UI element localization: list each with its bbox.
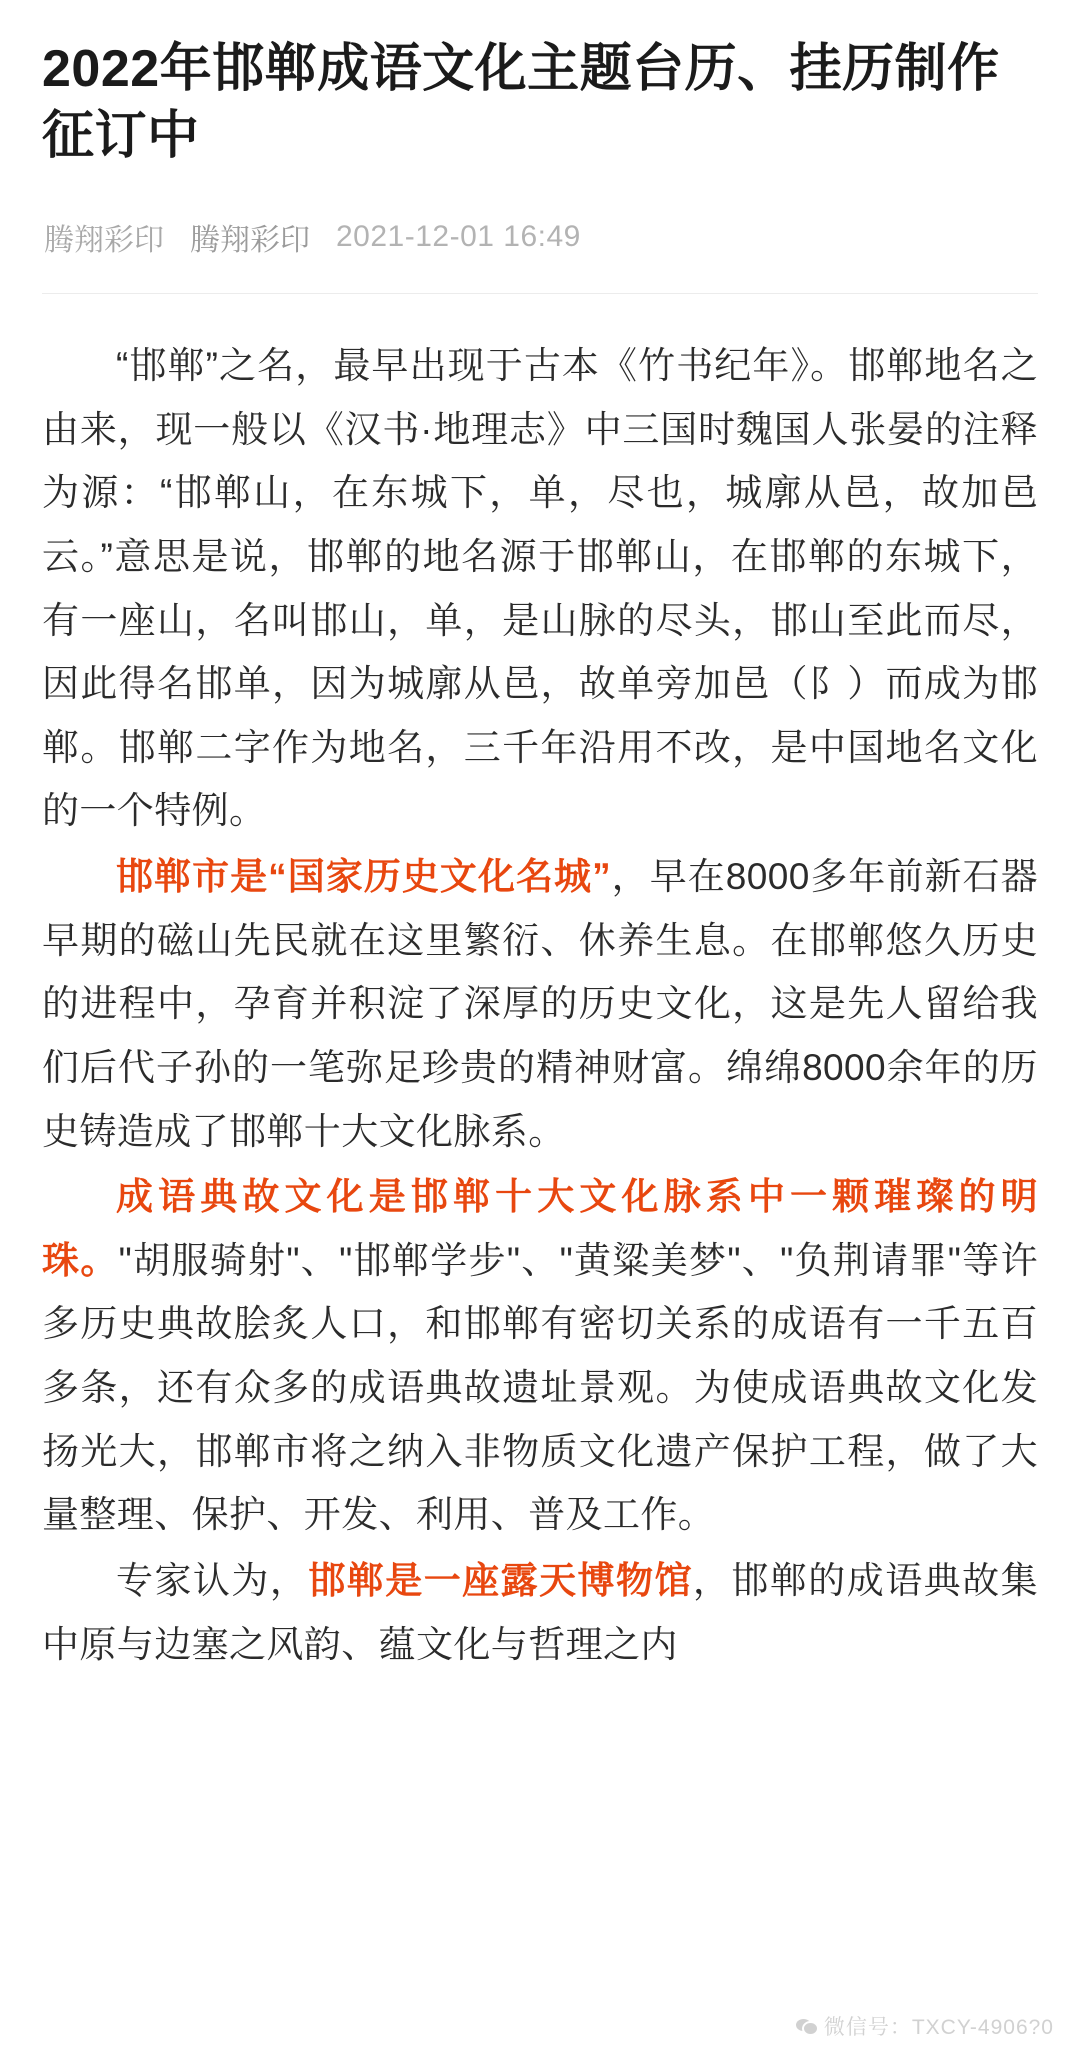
paragraph-2 — [42, 845, 1038, 1163]
meta-account[interactable]: 腾翔彩印 — [44, 224, 164, 258]
paragraph-3-highlight: 成语典故文化是邯郸十大文化脉系中一颗璀璨的明珠。 — [42, 1176, 1038, 1281]
paragraph-1 — [42, 334, 1038, 843]
article-meta — [42, 215, 1038, 259]
paragraph-3-text: "胡服骑射"、"邯郸学步"、"黄粱美梦"、"负荆请罪"等许多历史典故脍炙人口，和邯郸有密切关系的成语有一千五百多条，还有众多的成语典故遗址景观。为使成语典故文化发扬光大，邯郸市将之纳入非物质文化遗产保护工程，做了大量整理、保护、开发、利用、普及工作。 — [42, 1239, 1038, 1536]
paragraph-1-text: “邯郸”之名，最早出现于古本《竹书纪年》。邯郸地名之由来，现一般以《汉书·地理志》中三国时魏国人张晏的注释为源：“邯郸山，在东城下，单，尽也，城廓从邑，故加邑云。”意思是说，邯郸的地名源于邯郸山，在邯郸的东城下，有一座山，名叫邯山，单，是山脉的尽头，邯山至此而尽，因此得名邯单，因为城廓从邑，故单旁加邑（阝）而成为邯郸。邯郸二字作为地名，三千年沿用不改，是中国地名文化的一个特例。 — [42, 345, 1038, 832]
watermark — [796, 2011, 1054, 2041]
page-title: 2022年邯郸成语文化主题台历、挂历制作征订中 — [42, 40, 1000, 165]
paragraph-4 — [42, 1549, 1038, 1676]
wechat-icon — [796, 2017, 818, 2036]
header-divider — [42, 293, 1038, 294]
meta-author[interactable]: 腾翔彩印 — [190, 224, 310, 258]
paragraph-4-text-lead: 专家认为， — [116, 1559, 309, 1601]
article-body — [42, 334, 1038, 1676]
paragraph-4-text-tail: ，邯郸的成语典故集中原与边塞之风韵、蕴文化与哲理之内 — [42, 1559, 1039, 1665]
paragraph-2-highlight: 邯郸市是“国家历史文化名城” — [116, 856, 612, 898]
meta-date: 2021-12-01 16:49 — [336, 220, 581, 254]
paragraph-3 — [42, 1165, 1038, 1547]
watermark-text: 微信号：TXCY-4906?0 — [823, 2016, 1054, 2039]
paragraph-2-text: ，早在8000多年前新石器早期的磁山先民就在这里繁衍、休养生息。在邯郸悠久历史的进程中，孕育并积淀了深厚的历史文化，这是先人留给我们后代子孙的一笔弥足珍贵的精神财富。绵绵8000余年的历史铸造成了邯郸十大文化脉系。 — [42, 856, 1038, 1152]
paragraph-4-highlight: 邯郸是一座露天博物馆 — [308, 1559, 693, 1601]
